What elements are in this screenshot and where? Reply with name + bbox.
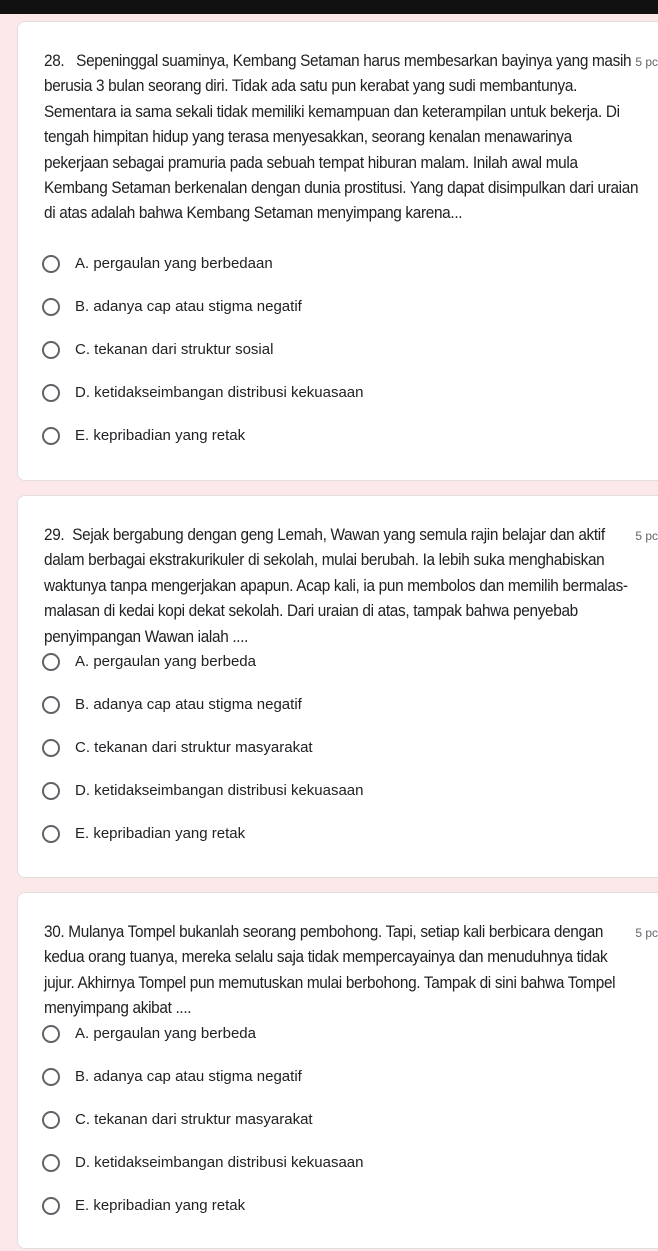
radio-button[interactable] <box>42 825 60 843</box>
option-d[interactable] <box>42 1141 364 1184</box>
points-label: 5 pc <box>635 55 658 69</box>
option-a[interactable] <box>42 640 364 683</box>
radio-button[interactable] <box>42 1068 60 1086</box>
option-label: A. pergaulan yang berbeda <box>75 653 256 670</box>
question-number: 28. <box>44 52 65 70</box>
question-text <box>44 49 639 227</box>
option-label: D. ketidakseimbangan distribusi kekuasaan <box>75 1154 364 1171</box>
points-label: 5 pc <box>635 529 658 543</box>
option-label: C. tekanan dari struktur sosial <box>75 341 274 358</box>
option-e[interactable] <box>42 414 364 457</box>
question-body: Mulanya Tompel bukanlah seorang pembohong. Tapi, setiap kali berbicara dengan kedua orang tuanya, mereka selalu saja tidak mempercayainya dan menuduhnya tidak jujur. Akhirnya Tompel pun memutuskan mulai berbohong. Tampak di sini bahwa Tompel menyimpang akibat .... <box>44 923 616 1018</box>
option-label: E. kepribadian yang retak <box>75 1197 246 1214</box>
option-c[interactable] <box>42 726 364 769</box>
option-label: B. adanya cap atau stigma negatif <box>75 696 302 713</box>
radio-button[interactable] <box>42 427 60 445</box>
radio-button[interactable] <box>42 341 60 359</box>
option-b[interactable] <box>42 285 364 328</box>
options-list <box>42 242 364 457</box>
option-d[interactable] <box>42 769 364 812</box>
question-number: 29. <box>44 526 65 544</box>
question-number: 30. <box>44 923 65 941</box>
option-e[interactable] <box>42 812 364 855</box>
question-card-30 <box>17 892 658 1249</box>
option-label: C. tekanan dari struktur masyarakat <box>75 739 313 756</box>
radio-button[interactable] <box>42 1025 60 1043</box>
options-list <box>42 640 364 855</box>
option-b[interactable] <box>42 683 364 726</box>
option-d[interactable] <box>42 371 364 414</box>
points-label: 5 pc <box>635 926 658 940</box>
options-list <box>42 1012 364 1227</box>
top-bar <box>0 0 658 14</box>
radio-button[interactable] <box>42 1111 60 1129</box>
option-c[interactable] <box>42 1098 364 1141</box>
radio-button[interactable] <box>42 696 60 714</box>
radio-button[interactable] <box>42 739 60 757</box>
radio-button[interactable] <box>42 1197 60 1215</box>
option-a[interactable] <box>42 242 364 285</box>
option-label: E. kepribadian yang retak <box>75 825 246 842</box>
option-a[interactable] <box>42 1012 364 1055</box>
question-card-28 <box>17 21 658 481</box>
option-label: A. pergaulan yang berbedaan <box>75 255 273 272</box>
option-c[interactable] <box>42 328 364 371</box>
option-label: D. ketidakseimbangan distribusi kekuasaan <box>75 384 364 401</box>
radio-button[interactable] <box>42 298 60 316</box>
option-label: E. kepribadian yang retak <box>75 427 246 444</box>
radio-button[interactable] <box>42 384 60 402</box>
radio-button[interactable] <box>42 653 60 671</box>
question-text <box>44 523 639 650</box>
radio-button[interactable] <box>42 782 60 800</box>
option-label: B. adanya cap atau stigma negatif <box>75 298 302 315</box>
question-body: Sejak bergabung dengan geng Lemah, Wawan yang semula rajin belajar dan aktif dalam berbagai ekstrakurikuler di sekolah, mulai berubah. Ia lebih suka menghabiskan waktunya tanpa mengerjakan apapun. Acap kali, ia pun membolos dan memilih bermalas-malasan di kedai kopi dekat sekolah. Dari uraian di atas, tampak bahwa penyebab penyimpangan Wawan ialah .... <box>44 526 628 646</box>
option-label: D. ketidakseimbangan distribusi kekuasaan <box>75 782 364 799</box>
radio-button[interactable] <box>42 1154 60 1172</box>
question-text <box>44 920 639 1022</box>
question-card-29 <box>17 495 658 878</box>
option-b[interactable] <box>42 1055 364 1098</box>
option-label: B. adanya cap atau stigma negatif <box>75 1068 302 1085</box>
option-e[interactable] <box>42 1184 364 1227</box>
question-body: Sepeninggal suaminya, Kembang Setaman harus membesarkan bayinya yang masih berusia 3 bulan seorang diri. Tidak ada satu pun kerabat yang sudi membantunya. Sementara ia sama sekali tidak memiliki kemampuan dan keterampilan untuk bekerja. Di tengah himpitan hidup yang terasa menyesakkan, seorang kenalan menawarinya pekerjaan sebagai pramuria pada sebuah tempat hiburan malam. Inilah awal mula Kembang Setaman berkenalan dengan dunia prostitusi. Yang dapat disimpulkan dari uraian di atas adalah bahwa Kembang Setaman menyimpang karena... <box>44 52 639 223</box>
option-label: C. tekanan dari struktur masyarakat <box>75 1111 313 1128</box>
option-label: A. pergaulan yang berbeda <box>75 1025 256 1042</box>
radio-button[interactable] <box>42 255 60 273</box>
